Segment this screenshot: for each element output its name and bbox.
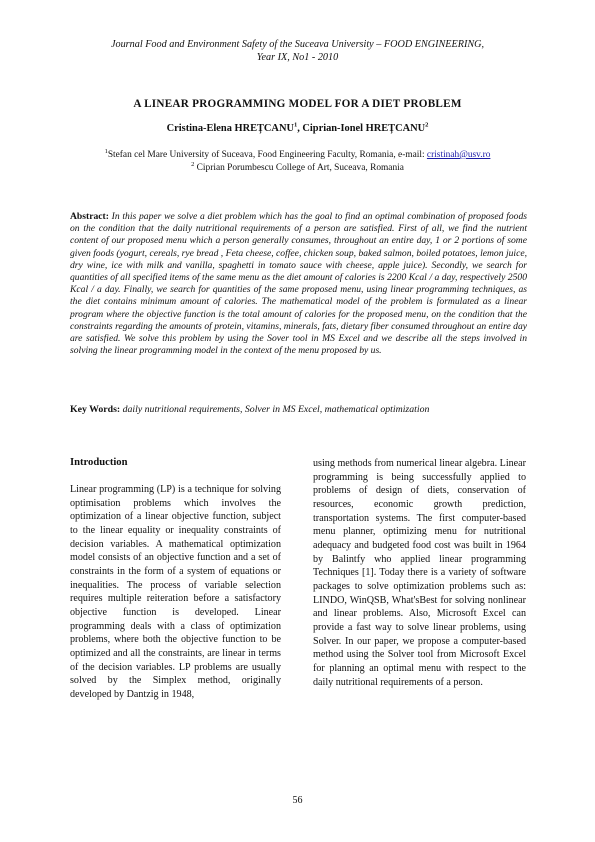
author-2: Ciprian-Ionel HREȚCANU [302, 123, 426, 134]
affiliation-1-text: Stefan cel Mare University of Suceava, Food Engineering Faculty, Romania, e-mail: [107, 150, 427, 160]
right-column [313, 457, 526, 689]
journal-line-2: Year IX, No1 - 2010 [256, 52, 339, 63]
affiliations [60, 149, 535, 174]
keywords-text: daily nutritional requirements, Solver in MS Excel, mathematical optimization [122, 404, 430, 415]
affiliation-2 [60, 162, 535, 175]
author-separator: , [297, 123, 303, 134]
author-2-affil-mark: 2 [425, 121, 429, 129]
paper-title: A LINEAR PROGRAMMING MODEL FOR A DIET PROBLEM [133, 98, 462, 110]
author-1-affil-mark: 1 [293, 121, 298, 129]
journal-line-1: Journal Food and Environment Safety of the Suceava University – FOOD ENGINEERING, [110, 39, 485, 50]
page-number: 56 [292, 795, 303, 806]
author-1: Cristina-Elena HREȚCANU [166, 123, 294, 134]
affiliation-2-text: Ciprian Porumbescu College of Art, Suceava, Romania [194, 162, 404, 173]
affiliation-2-mark: 2 [191, 160, 195, 168]
journal-header [70, 38, 525, 64]
abstract-text: In this paper we solve a diet problem which has the goal to find an optimal combination of proposed foods on the condition that the daily nutritional requirements of a person are satisfied. First of all, we find the nutrient content of our proposed menu which a person generally consumes, throughout an entire day, 1 or 2 portions of some given foods (yogurt, cereals, rye bread , Feta cheese, coffee, chicken soup, baked salmon, boiled potatoes, lemon juice, dry wine, ice with milk and vanilla, spaghetti in tomato sauce with cheese, apple juice). Secondly, we search for quantities of all specified items of the same menu as the diet amount of calories is 2200 Kcal / a day, respectively 2500 Kcal / a day. Finally, we search for quantities of the same proposed menu, using linear programming techniques, as the diet contains minimum amount of calories. The mathematical model of the problem is formulated as a linear program where the objective function is the total amount of calories for the proposed menu, on the condition that the constraints regarding the amounts of protein, vitamins, minerals, fats, dietary fiber consumed throughout an entire day are satisfied. We solve this problem by using the Sover tool in MS Excel and we describe all the steps involved in solving the linear programming model in the context of the menu proposed by us. [70, 211, 527, 357]
keywords [70, 404, 527, 415]
affiliation-1-mark: 1 [104, 147, 108, 155]
keywords-label: Key Words: [70, 404, 121, 415]
section-heading-introduction: Introduction [70, 457, 128, 468]
introduction-paragraph-left: Linear programming (LP) is a technique for solving optimisation problems which involves the optimization of a linear objective function, subject to the linear equality or inequality constraints of decision variables. A mathematical optimization model consists of an objective function and a set of constraints in the form of a system of equations or inequalities. The process of variable selection requires multiple reiteration before a satisfactory objective function is developed. Linear programming deals with a class of optimization problems, where both the objective function to be optimized and all the constraints, are linear in terms of the decision variables. LP problems are usually solved by the Simplex method, originally developed by Dantzig in 1948, [70, 484, 281, 700]
abstract [70, 211, 527, 357]
author-email-link[interactable]: cristinah@usv.ro [426, 150, 491, 160]
author-list [60, 123, 535, 134]
left-column [70, 457, 281, 702]
affiliation-1 [60, 149, 535, 162]
abstract-label: Abstract: [70, 211, 109, 222]
introduction-paragraph-right: using methods from numerical linear algebra. Linear programming is being successfully applied to problems of design of diets, conservation of resources, economic growth prediction, transportation systems. The first computer-based menu planner, optimizing menu for nutritional adequacy and budgeted food cost was built in 1964 by Balintfy who applied linear programming Techniques [1]. Today there is a variety of software packages to solve optimization problems such as: LINDO, WinQSB, What'sBest for solving nonlinear and linear problems. Also, Microsoft Excel can provide a fast way to solve linear problems, using Solver. In our paper, we propose a computer-based method using the Solver tool from Microsoft Excel for planning an optimal menu with respect to the daily nutritional requirements of a person. [313, 458, 526, 688]
